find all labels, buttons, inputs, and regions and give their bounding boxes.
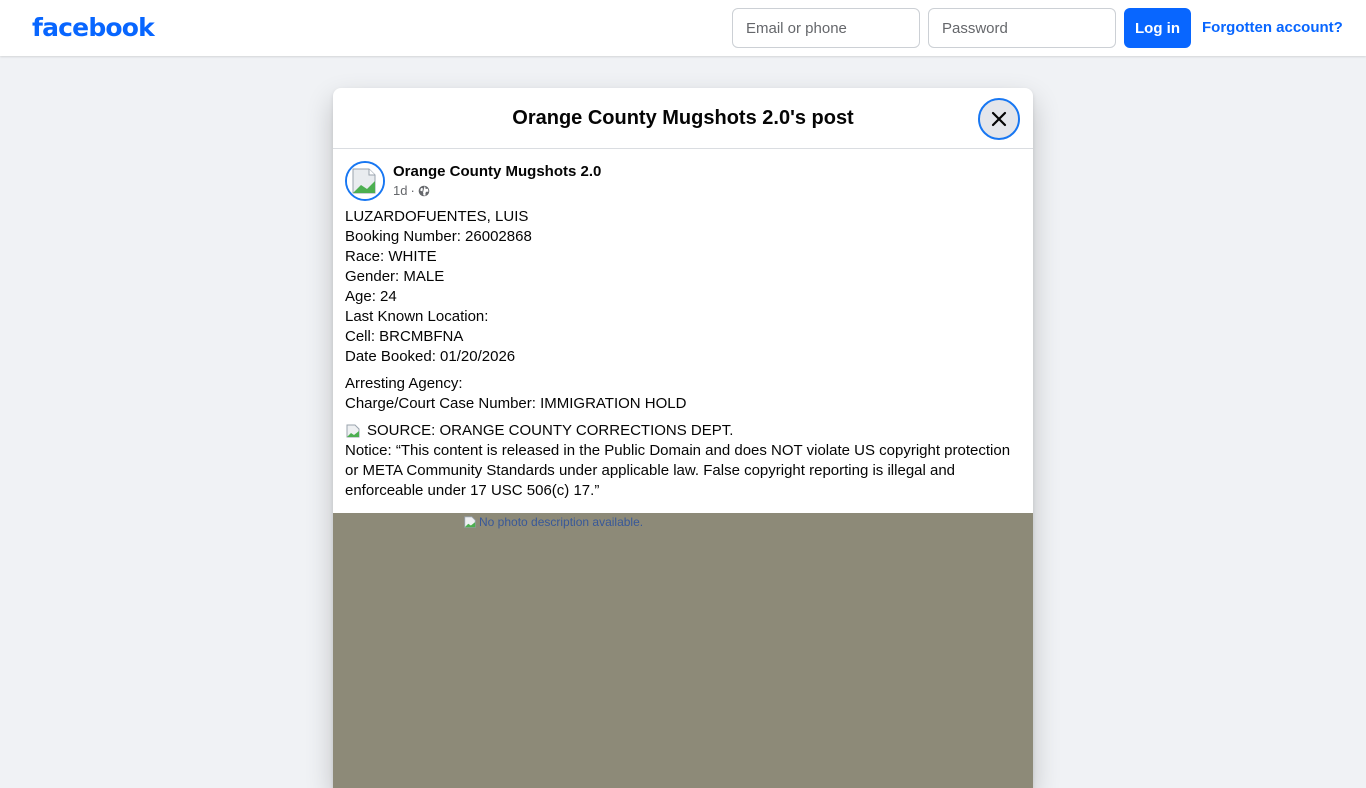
forgotten-account-link[interactable]: Forgotten account? bbox=[1202, 19, 1343, 36]
photo-alt-label: No photo description available. bbox=[479, 515, 644, 529]
dialog-title: Orange County Mugshots 2.0's post bbox=[512, 107, 854, 129]
post-line-race: Race: WHITE bbox=[345, 248, 437, 265]
post-line-name: LUZARDOFUENTES, LUIS bbox=[345, 208, 529, 225]
email-field[interactable] bbox=[732, 8, 920, 48]
post-notice: Notice: “This content is released in the Public Domain and does NOT violate US copyright protection or META Community Standards under applicable law. False copyright reporting is illegal and enforceable under 17 USC 506(c) 17.” bbox=[345, 442, 1011, 499]
post-header bbox=[345, 161, 1021, 201]
post-line-gender: Gender: MALE bbox=[345, 268, 445, 285]
post-line-source bbox=[345, 421, 1021, 441]
broken-image-icon bbox=[463, 515, 477, 529]
top-navigation-bar bbox=[0, 0, 1366, 56]
broken-image-icon bbox=[345, 423, 361, 439]
globe-icon bbox=[418, 185, 430, 197]
post-meta bbox=[393, 183, 430, 199]
close-button[interactable] bbox=[978, 98, 1020, 140]
post-line-booking: Booking Number: 26002868 bbox=[345, 228, 532, 245]
meta-separator: · bbox=[410, 183, 415, 198]
post-line-agency: Arresting Agency: bbox=[345, 375, 463, 392]
close-icon bbox=[989, 109, 1009, 129]
login-button[interactable]: Log in bbox=[1124, 8, 1191, 48]
broken-image-icon bbox=[347, 163, 383, 199]
post-dialog bbox=[333, 88, 1033, 788]
post-author[interactable]: Orange County Mugshots 2.0 bbox=[393, 163, 602, 180]
password-field[interactable] bbox=[928, 8, 1116, 48]
post-line-age: Age: 24 bbox=[345, 288, 397, 305]
post-time[interactable]: 1d bbox=[393, 183, 408, 198]
post-line-cell: Cell: BRCMBFNA bbox=[345, 328, 464, 345]
post-line-location: Last Known Location: bbox=[345, 308, 489, 325]
post-photo[interactable] bbox=[333, 513, 1033, 788]
source-text: SOURCE: ORANGE COUNTY CORRECTIONS DEPT. bbox=[367, 422, 734, 439]
post-line-charge: Charge/Court Case Number: IMMIGRATION HOLD bbox=[345, 395, 687, 412]
facebook-logo[interactable]: facebook bbox=[32, 13, 154, 42]
post-line-date: Date Booked: 01/20/2026 bbox=[345, 348, 516, 365]
photo-alt-text bbox=[463, 515, 643, 529]
dialog-header bbox=[333, 88, 1033, 149]
avatar[interactable] bbox=[345, 161, 385, 201]
post-text bbox=[345, 207, 1021, 501]
